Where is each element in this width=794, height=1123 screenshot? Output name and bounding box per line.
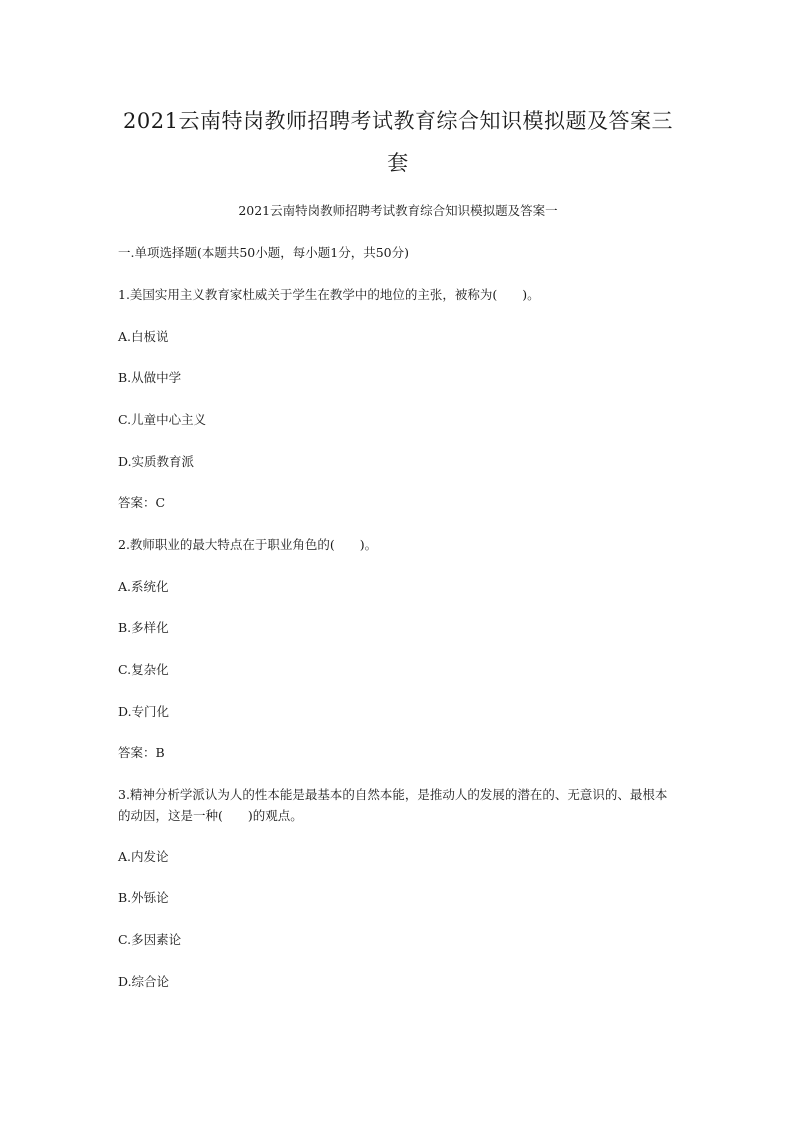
option-a: A.白板说 [118,329,169,344]
section-heading: 一.单项选择题(本题共50小题，每小题1分，共50分) [118,245,409,260]
option-d: D.专门化 [118,704,170,719]
option-b: B.外铄论 [118,890,169,905]
option-d: D.实质教育派 [118,454,195,469]
document-subtitle: 2021云南特岗教师招聘考试教育综合知识模拟题及答案一 [238,203,558,218]
option-d: D.综合论 [118,974,170,989]
answer: 答案：C [118,495,166,510]
option-a: A.系统化 [118,579,169,594]
option-b: B.从做中学 [118,370,182,385]
question-stem: 2.教师职业的最大特点在于职业角色的( )。 [118,537,378,552]
document-title: 2021云南特岗教师招聘考试教育综合知识模拟题及答案三套 [123,109,673,175]
question-stem: 1.美国实用主义教育家杜威关于学生在教学中的地位的主张，被称为( )。 [118,287,540,302]
option-c: C.复杂化 [118,662,169,677]
question-stem: 3.精神分析学派认为人的性本能是最基本的自然本能，是推动人的发展的潜在的、无意识的、最根本的动因，这是一种( )的观点。 [118,787,668,823]
answer: 答案：B [118,745,165,760]
option-c: C.儿童中心主义 [118,412,207,427]
option-b: B.多样化 [118,620,169,635]
option-a: A.内发论 [118,849,169,864]
option-c: C.多因素论 [118,932,182,947]
